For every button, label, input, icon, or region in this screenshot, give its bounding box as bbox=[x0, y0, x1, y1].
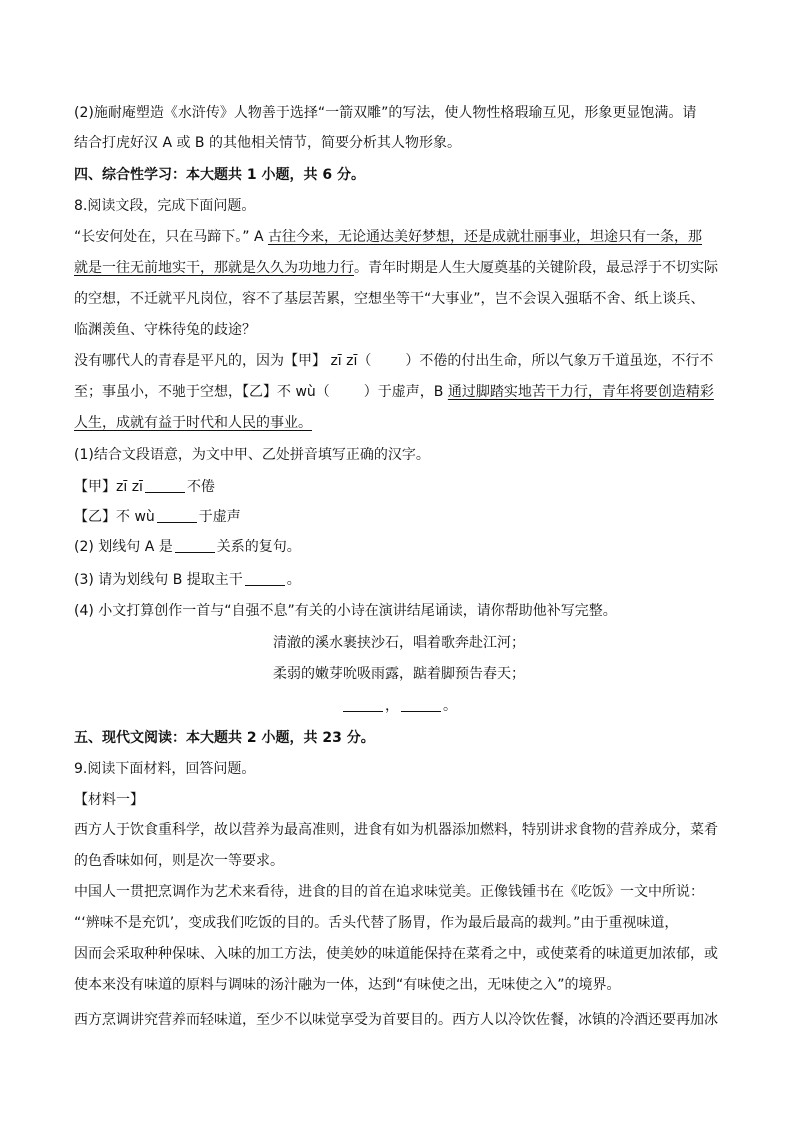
q8-para1-text: 。青年时期是人生大厦奠基的关键阶段，最忌浮于不切实际 bbox=[354, 260, 718, 276]
answer-line-yi[interactable] bbox=[157, 508, 197, 523]
q8-para2-text: 没有哪代人的青春是平凡的，因为【甲】 zī zī（ bbox=[74, 353, 372, 369]
q8-para2-line3 bbox=[74, 413, 724, 433]
sub1-yi-label: 【乙】不 wù bbox=[74, 509, 155, 525]
q8-sub1-jia bbox=[74, 477, 724, 497]
q8-para2-text: ）不倦的付出生命，所以气象万千道虽迩，不行不 bbox=[405, 353, 714, 369]
material1-line6: 使本来没有味道的原料与调味的汤汁融为一体，达到“有味使之出，无味使之入”的境界。 bbox=[74, 977, 621, 993]
sub3-text: 。 bbox=[286, 572, 301, 588]
q8-para2-text: ）于虚声，B bbox=[363, 384, 448, 400]
q8-para1-line1 bbox=[74, 227, 724, 247]
q8-sub2 bbox=[74, 537, 724, 557]
q8-para2-text: 至；事虽小，不驰于空想，【乙】不 wù（ bbox=[74, 384, 330, 400]
q8-para1-line3: 的空想，不迁就平凡岗位，容不了基层苦累，空想坐等干“大事业”，岂不会误入强聒不舍、纸上谈兵、 bbox=[74, 291, 705, 307]
q7-sub2-line1: (2)施耐庵塑造《水浒传》人物善于选择“一箭双雕”的写法，使人物性格瑕瑜互见，形象更显饱满。请 bbox=[74, 105, 697, 121]
poem-line1: 清澈的溪水裹挟沙石，唱着歌奔赴江河； bbox=[273, 635, 525, 651]
answer-line-jia[interactable] bbox=[145, 478, 185, 493]
answer-line-poem2[interactable] bbox=[401, 697, 441, 712]
material1-line4: “‘辨味不是充饥’，变成我们吃饭的目的。舌头代替了肠胃，作为最后最高的裁判。”由于重视味道， bbox=[74, 915, 679, 931]
q8-para1-line4: 临渊羡鱼、守株待兔的歧途？ bbox=[74, 322, 256, 338]
q8-para1-line2 bbox=[74, 258, 724, 278]
sub1-jia-text: 不倦 bbox=[186, 479, 215, 495]
section4-title: 四、综合性学习：本大题共 1 小题，共 6 分。 bbox=[74, 167, 365, 183]
q8-para2-line2 bbox=[74, 382, 724, 402]
material1-line5: 因而会采取种种保味、入味的加工方法，使美妙的味道能保持在菜肴之中，或使菜肴的味道更加浓郁，或 bbox=[74, 946, 718, 962]
q8-sub4: (4) 小文打算创作一首与“自强不息”有关的小诗在演讲结尾诵读，请你帮助他补写完整。 bbox=[74, 603, 617, 619]
sub3-text: (3) 请为划线句 B 提取主干 bbox=[74, 572, 243, 588]
underlined-sentence-b-cont: 人生，成就有益于时代和人民的事业。 bbox=[74, 415, 312, 431]
section5-title: 五、现代文阅读：本大题共 2 小题，共 23 分。 bbox=[74, 730, 375, 746]
sub2-text: 关系的复句。 bbox=[216, 539, 301, 555]
material1-line2: 的色香味如何，则是次一等要求。 bbox=[74, 853, 284, 869]
q8-sub1-yi bbox=[74, 507, 724, 527]
answer-line-sub2[interactable] bbox=[175, 538, 215, 553]
q8-sub1: (1)结合文段语意，为文中甲、乙处拼音填写正确的汉字。 bbox=[74, 447, 430, 463]
poem-period: 。 bbox=[443, 698, 457, 714]
q7-sub2-line2: 结合打虎好汉 A 或 B 的其他相关情节，简要分析其人物形象。 bbox=[74, 135, 461, 151]
material1-label: 【材料一】 bbox=[74, 792, 144, 808]
poem-line3 bbox=[74, 696, 724, 716]
material1-line3: 中国人一贯把烹调作为艺术来看待，进食的目的首在追求味觉美。正像钱锺书在《吃饭》一文中所说： bbox=[74, 884, 704, 900]
material1-line1: 西方人于饮食重科学，故以营养为最高准则，进食有如为机器添加燃料，特别讲求食物的营养成分，菜肴 bbox=[74, 822, 718, 838]
poem-line2: 柔弱的嫩芽吮吸雨露，踮着脚预告春天； bbox=[273, 666, 525, 682]
q8-para2-line1 bbox=[74, 351, 724, 371]
answer-line-poem1[interactable] bbox=[343, 697, 383, 712]
answer-line-sub3[interactable] bbox=[245, 571, 285, 586]
material1-line7: 西方烹调讲究营养而轻味道，至少不以味觉享受为首要目的。西方人以冷饮佐餐，冰镇的冷酒还要再加冰 bbox=[74, 1012, 718, 1028]
underlined-sentence-b: 通过脚踏实地苦干力行，青年将要创造精彩 bbox=[447, 384, 714, 400]
underlined-sentence-a: 古往今来，无论通达美好梦想，还是成就壮丽事业，坦途只有一条，那 bbox=[267, 229, 702, 245]
sub1-yi-text: 于虚声 bbox=[198, 509, 241, 525]
sub1-jia-label: 【甲】zī zī bbox=[74, 479, 143, 495]
q9-prompt: 9.阅读下面材料，回答问题。 bbox=[74, 761, 256, 777]
sub2-text: (2) 划线句 A 是 bbox=[74, 539, 173, 555]
underlined-sentence-a-cont: 就是一往无前地实干，那就是久久为功地力行 bbox=[74, 260, 354, 276]
q8-para1-text: “长安何处在，只在马蹄下。” A bbox=[74, 229, 268, 245]
poem-comma: ， bbox=[385, 698, 399, 714]
q8-prompt: 8.阅读文段，完成下面问题。 bbox=[74, 198, 256, 214]
q8-sub3 bbox=[74, 570, 724, 590]
